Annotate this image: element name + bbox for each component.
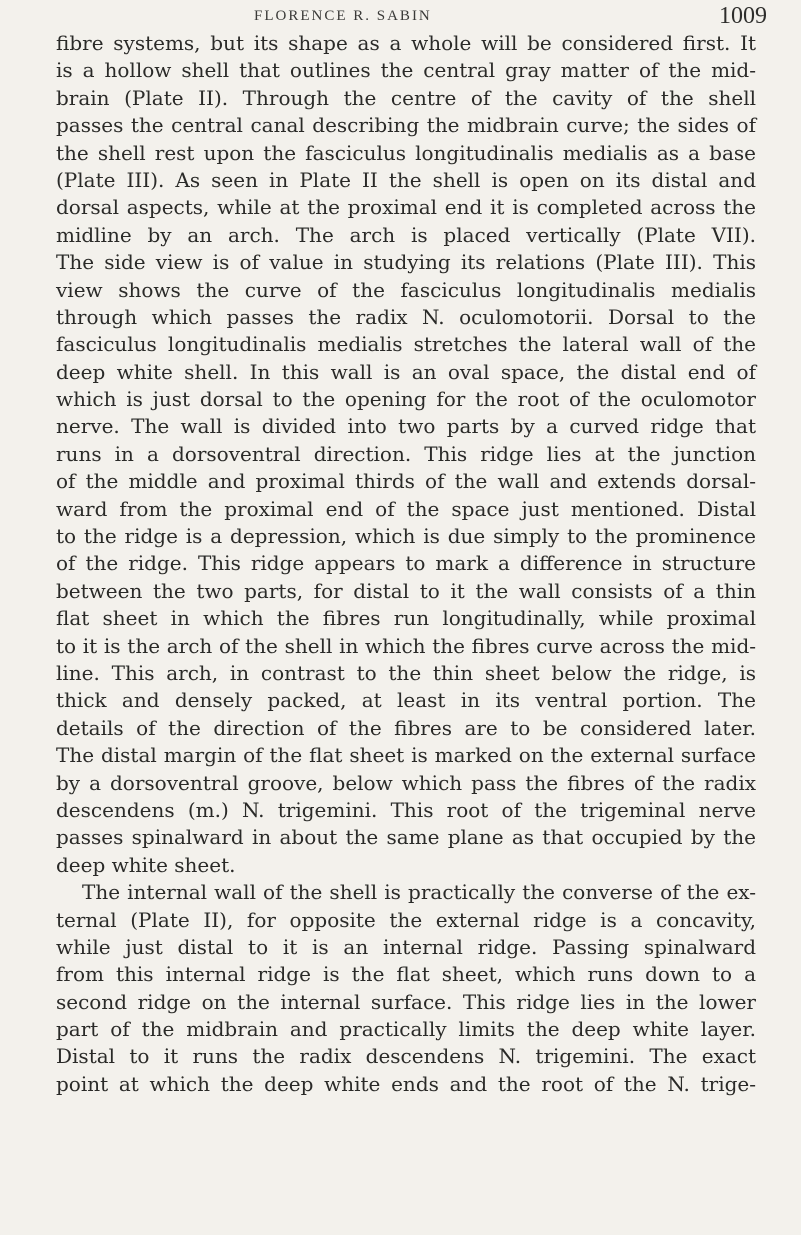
text-line: the shell rest upon the fasciculus longitudinalis medialis as a base	[56, 140, 756, 165]
body-text	[56, 30, 756, 1098]
text-line: nerve. The wall is divided into two parts by a curved ridge that	[56, 414, 756, 439]
text-line: deep white sheet.	[56, 852, 236, 877]
text-line: ternal (Plate II), for opposite the external ridge is a concavity,	[56, 907, 756, 932]
text-line: line. This arch, in contrast to the thin sheet below the ridge, is	[56, 660, 756, 685]
text-line: details of the direction of the fibres are to be considered later.	[56, 715, 756, 740]
text-line: between the two parts, for distal to it the wall consists of a thin	[56, 578, 756, 603]
text-line: deep white shell. In this wall is an oval space, the distal end of	[56, 359, 756, 384]
text-line: view shows the curve of the fasciculus longitudinalis medialis	[56, 277, 756, 302]
text-line: fasciculus longitudinalis medialis stretches the lateral wall of the	[56, 332, 756, 357]
text-line: through which passes the radix N. oculomotorii. Dorsal to the	[56, 304, 756, 329]
text-line: runs in a dorsoventral direction. This ridge lies at the junction	[56, 441, 756, 466]
text-line: while just distal to it is an internal ridge. Passing spinalward	[56, 934, 756, 959]
text-line: dorsal aspects, while at the proximal end it is completed across the	[56, 195, 756, 220]
text-line: part of the midbrain and practically limits the deep white layer.	[56, 1017, 756, 1042]
text-line: by a dorsoventral groove, below which pass the fibres of the radix	[56, 770, 756, 795]
text-line: The distal margin of the flat sheet is marked on the external surface	[56, 743, 756, 768]
text-line: to it is the arch of the shell in which the fibres curve across the mid-	[56, 633, 756, 658]
text-line: passes the central canal describing the midbrain curve; the sides of	[56, 113, 756, 138]
text-line: passes spinalward in about the same plane as that occupied by the	[56, 825, 756, 850]
text-line: point at which the deep white ends and the root of the N. trige-	[56, 1071, 756, 1096]
text-line: Distal to it runs the radix descendens N. trigemini. The exact	[56, 1044, 756, 1069]
text-line: from this internal ridge is the flat sheet, which runs down to a	[56, 962, 756, 987]
text-line: of the ridge. This ridge appears to mark a difference in structure	[56, 551, 756, 576]
text-line: of the middle and proximal thirds of the wall and extends dorsal-	[56, 469, 756, 494]
text-line: (Plate III). As seen in Plate II the shell is open on its distal and	[56, 167, 756, 192]
text-line: midline by an arch. The arch is placed vertically (Plate VII).	[56, 222, 756, 247]
text-line: fibre systems, but its shape as a whole will be considered first. It	[56, 31, 756, 55]
text-line: flat sheet in which the fibres run longitudinally, while proximal	[56, 606, 756, 631]
text-line: The internal wall of the shell is practically the converse of the ex-	[82, 880, 756, 905]
text-line: is a hollow shell that outlines the central gray matter of the mid-	[56, 58, 756, 83]
text-line: ward from the proximal end of the space just mentioned. Distal	[56, 496, 756, 521]
text-line: The side view is of value in studying its relations (Plate III). This	[56, 250, 756, 275]
page-number: 1009	[719, 3, 767, 29]
text-line: thick and densely packed, at least in its ventral portion. The	[56, 688, 756, 713]
running-head: FLORENCE R. SABIN	[254, 8, 432, 24]
text-line: which is just dorsal to the opening for the root of the oculomotor	[56, 387, 756, 412]
text-line: descendens (m.) N. trigemini. This root of the trigeminal nerve	[56, 797, 756, 822]
text-line: to the ridge is a depression, which is due simply to the prominence	[56, 524, 756, 549]
text-line: second ridge on the internal surface. This ridge lies in the lower	[56, 989, 756, 1014]
text-line: brain (Plate II). Through the centre of the cavity of the shell	[56, 85, 756, 110]
